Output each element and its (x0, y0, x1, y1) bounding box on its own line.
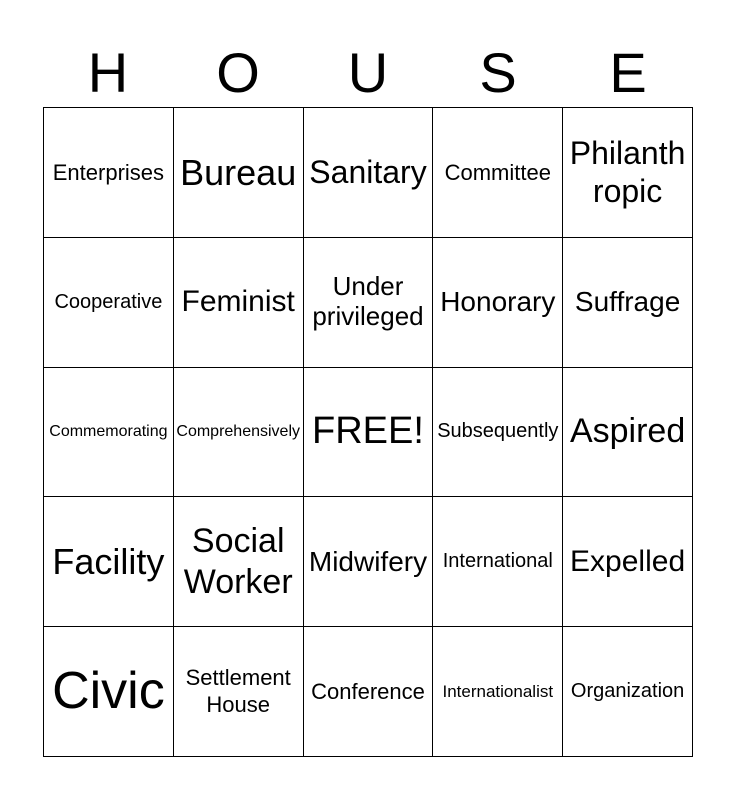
bingo-cell[interactable]: Conference (304, 627, 434, 757)
bingo-cell[interactable]: Expelled (563, 497, 693, 627)
bingo-cell[interactable]: Bureau (174, 108, 304, 238)
bingo-cell[interactable]: Cooperative (44, 238, 174, 368)
bingo-cell[interactable]: Midwifery (304, 497, 434, 627)
header-letter-e: E (609, 41, 647, 104)
bingo-header (43, 40, 693, 106)
header-letter-s: S (479, 41, 517, 104)
bingo-cell[interactable]: Settlement House (174, 627, 304, 757)
bingo-cell[interactable]: Sanitary (304, 108, 434, 238)
bingo-cell[interactable]: Suffrage (563, 238, 693, 368)
bingo-cell[interactable]: Subsequently (433, 368, 563, 498)
header-letter-o: O (216, 41, 260, 104)
bingo-cell[interactable]: Enterprises (44, 108, 174, 238)
bingo-cell[interactable]: Internationalist (433, 627, 563, 757)
bingo-cell[interactable]: Comprehensively (174, 368, 304, 498)
bingo-cell[interactable]: International (433, 497, 563, 627)
bingo-cell[interactable]: Feminist (174, 238, 304, 368)
free-cell[interactable]: FREE! (304, 368, 434, 498)
header-letter-h: H (87, 41, 129, 104)
bingo-cell[interactable]: Philanth ropic (563, 108, 693, 238)
bingo-cell[interactable]: Aspired (563, 368, 693, 498)
bingo-cell[interactable]: Facility (44, 497, 174, 627)
bingo-cell[interactable]: Honorary (433, 238, 563, 368)
bingo-cell[interactable]: Commemorating (44, 368, 174, 498)
bingo-cell[interactable]: Under privileged (304, 238, 434, 368)
bingo-cell[interactable]: Social Worker (174, 497, 304, 627)
bingo-cell[interactable]: Civic (44, 627, 174, 757)
bingo-cell[interactable]: Committee (433, 108, 563, 238)
bingo-board (43, 107, 693, 757)
bingo-cell[interactable]: Organization (563, 627, 693, 757)
header-letter-u: U (347, 41, 389, 104)
